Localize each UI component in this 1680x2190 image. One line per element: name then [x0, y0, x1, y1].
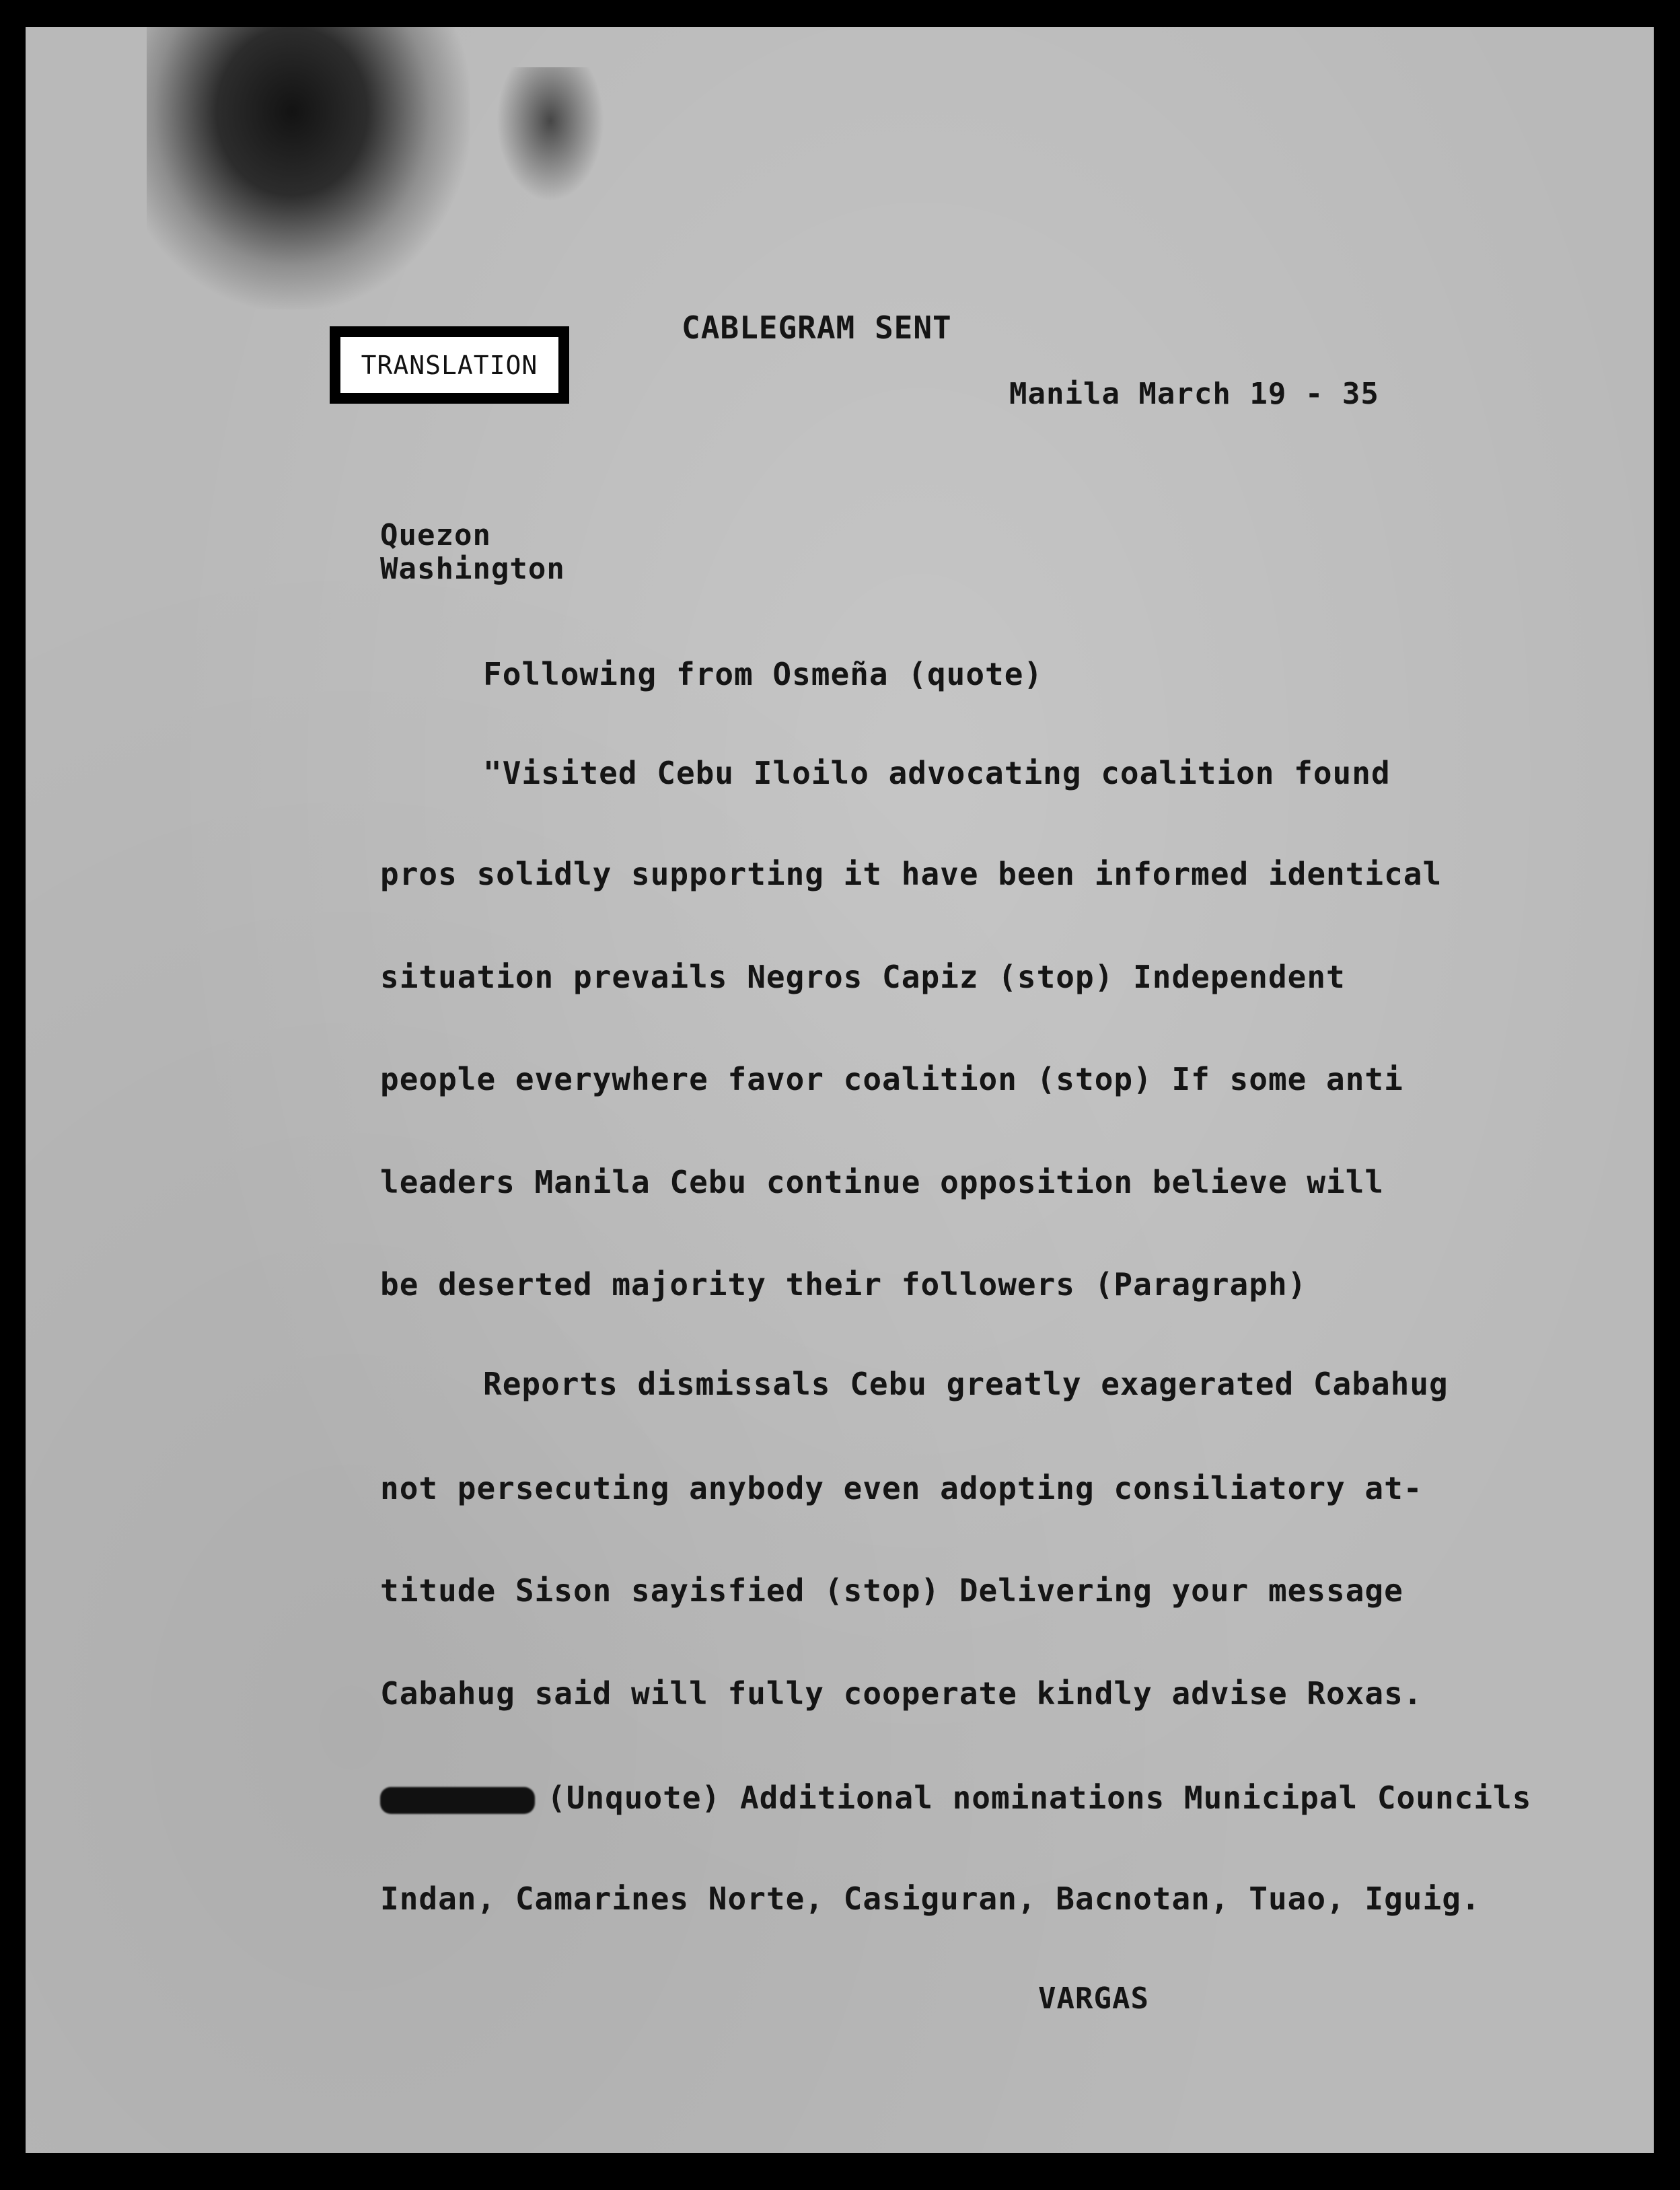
- body-line: not persecuting anybody even adopting consiliatory at-: [380, 1470, 1423, 1506]
- body-line: "Visited Cebu Iloilo advocating coalition found: [483, 755, 1391, 791]
- body-line: people everywhere favor coalition (stop) If some anti: [380, 1061, 1403, 1097]
- body-line: situation prevails Negros Capiz (stop) Independent: [380, 959, 1346, 995]
- translation-stamp: [330, 326, 569, 404]
- translation-stamp-label: TRANSLATION: [340, 337, 558, 393]
- body-line: pros solidly supporting it have been informed identical: [380, 856, 1442, 892]
- redaction-mark: [380, 1787, 535, 1814]
- body-line: be deserted majority their followers (Paragraph): [380, 1266, 1307, 1303]
- body-line: Indan, Camarines Norte, Casiguran, Bacnotan, Tuao, Iguig.: [380, 1881, 1481, 1917]
- body-line: titude Sison sayisfied (stop) Delivering your message: [380, 1572, 1403, 1609]
- dateline: Manila March 19 - 35: [1009, 377, 1379, 411]
- signature: VARGAS: [1038, 1981, 1149, 2016]
- ink-smudge: [147, 27, 470, 309]
- body-line: Following from Osmeña (quote): [483, 656, 1044, 692]
- document-page: [26, 27, 1654, 2153]
- recipient-name: Quezon: [380, 518, 491, 552]
- body-line: Reports dismissals Cebu greatly exagerated Cabahug: [483, 1366, 1449, 1402]
- recipient-location: Washington: [380, 552, 565, 586]
- document-title: CABLEGRAM SENT: [682, 309, 952, 346]
- body-line-text: (Unquote) Additional nominations Municipal Councils: [547, 1780, 1532, 1816]
- ink-smudge-small: [497, 67, 604, 202]
- body-line: leaders Manila Cebu continue opposition believe will: [380, 1164, 1385, 1200]
- body-line: Cabahug said will fully cooperate kindly advise Roxas.: [380, 1675, 1423, 1712]
- body-line-redacted: [380, 1780, 1531, 1816]
